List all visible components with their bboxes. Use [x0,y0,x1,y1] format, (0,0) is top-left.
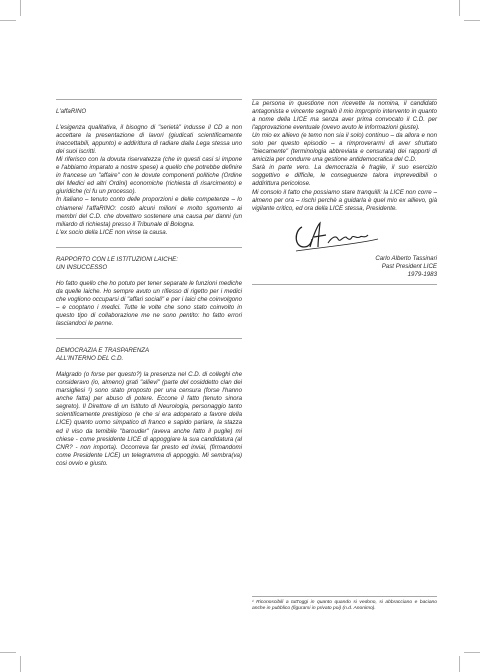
section-heading-istituzioni-line2: UN INSUCCESSO [56,263,108,271]
paragraph: Mi consolo il fatto che possiamo stare tranquilli: la LICE non corre – almeno per ora – rischi perchè a guidarla è quel mio ex allievo, già vigilante critico, ed ora della LICE stessa, Presidente. [252,188,437,212]
section-heading-democrazia-line2: ALL'INTERNO DEL C.D. [56,355,124,363]
author-years: 1979-1983 [407,271,437,279]
crop-mark-top-right-h [464,20,480,21]
paragraph: In italiano – tenuto conto delle proporzioni e delle competenze – lo chiamerei l'affaRINO: costò alcuni milioni e molto sgomento ai membri del C.D. che dovettero sostenere una causa per danni (un miliardo di richiesta) presso il Tribunale di Bologna. [56,196,242,228]
section-heading-affarino: L'affaRINO [56,108,87,115]
paragraph: La persona in questione non ricevette la nomina, il candidato antagonista e vincente segnalò il mio improprio intervento in quanto a nome della LICE ma senza aver prima convocato il C.D. per l'approvazione eventuale (ovevo avuto le informazioni giuste). [252,100,437,132]
crop-mark-top-left-h [0,20,16,21]
crop-mark-bottom-left [20,656,21,672]
paragraph: Sarà in parte vero. La democrazia è fragile, il suo esercizio soggettivo e difficile, le conseguenze talora imprevedibili o addirittura pericolose. [252,164,437,188]
paragraph: L'ex socio della LICE non vinse la causa. [56,228,168,236]
author-role: Past President LICE [381,262,437,270]
signature [252,217,437,255]
author-name: Carlo Alberto Tassinari [375,254,437,262]
section-heading-istituzioni: RAPPORTO CON LE ISTITUZIONI LAICHE: [56,255,178,263]
crop-mark-bottom-right-h [464,652,480,653]
section-divider [252,284,437,285]
paragraph: Mi riferisco con la dovuta riservatezza (che in questi casi si impone e l'abbiamo imparato a nostre spese) a quello che potrebbe definire in francese un "affaire" con le dovute componenti politiche (Ordine dei Medici ed altri Ordini) economiche (richiesta di risarcimento) e giuridiche (ci fu un processo). [56,156,242,196]
crop-mark-top-right [459,0,460,16]
section-heading-democrazia: DEMOCRAZIA E TRASPARENZA [56,347,150,355]
paragraph: Malgrado (o forse per questo?) la presenza nel C.D. di colleghi che consideravo (io, almeno) grati "allievi" (parte del cosiddetto clan dei marsigliesi ¹) sono stato proposto per una censura (forse l'hanno anche fatta) per abuso di potere. Eccone il fatto (tenuto sinora segreto). Il Direttore di un Istituto di Neurologia, personaggio tanto scientificamente prestigioso (e che si era adoperato a favore della LICE) quanto uomo simpatico di franco e sapido parlare, la stazza ed il viso da temibile "barouder" (aveva anche fatto il pugile) mi chiese - come presidente LICE di appoggiare la sua candidatura (al CNR? - non importa). Occorreva far presto ed inviai, (firmandomi come Presidente LICE) un telegramma di appoggio. Mi sembra(va) cosi ovvio e giusto. [56,371,242,467]
left-column [56,99,242,468]
handwritten-signature-icon [292,217,382,255]
footnote: ¹ Riconoscibili a tutt'oggi in quanto quando si vedono, si abbracciano e baciano anche in pubblico (figurarsi in privato poi) (n.d. Anonimo). [252,600,437,612]
crop-mark-top-left [20,0,21,16]
paragraph: Un mio ex allievo (e temo non sia il solo) continuo – da allora e non solo per questo episodio – a rimproverarmi di aver sfruttato "biecamente" (terminologia abbreviata e censurata) dei rapporti di amicizia per condurre una gestione antidemocratica del C.D. [252,132,437,164]
paragraph: L'esigenza qualitativa, il bisogno di "serietà" indusse il CD a non accettare la presentazione di lavori (giudicati scientificamente inaccettabili, appunto) e addirittura di radiare dalla Lega stessa uno dei suoi iscritti. [56,124,242,156]
paragraph: Ho fatto quello che ho potuto per tener separate le funzioni mediche da quelle laiche. Ho sempre avuto un rifiesso di rigetto per i medici che vogliono occuparsi di "affari sociali" e per i laici che coinvolgono – e cooptano i medici. Tutte le volte che sono stato coinvolto in questo tipo di collaborazione me ne sono pentito: ho fatto errori lasciandoci le penne. [56,279,242,328]
crop-mark-bottom-left-h [0,652,16,653]
crop-mark-bottom-right [459,656,460,672]
footnote-divider [252,596,437,597]
right-column [252,99,437,285]
